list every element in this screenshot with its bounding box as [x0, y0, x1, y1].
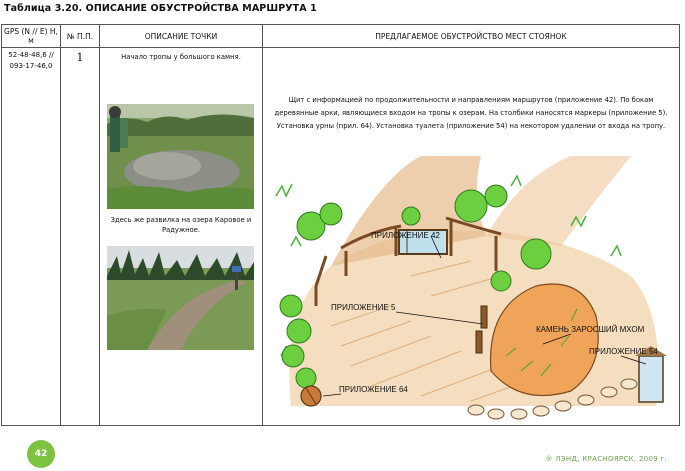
- proposal-text: Щит с информацией по продолжительности и направлениям маршрутов (приложение 42). По бокам деревянные арки, являющиеся входом на тропы к озерам. На столбики наносятся маркеры (приложение 5). Установка урны (прил. 64). Установка туалета (приложение 54) на некотором удалении от входа на тропу.: [274, 96, 668, 130]
- footer-credit: ® ЛЭНД, КРАСНОЯРСК, 2009 г.: [545, 455, 667, 463]
- table-title: Таблица 3.20. ОПИСАНИЕ ОБУСТРОЙСТВА МАРШРУТА 1: [4, 3, 317, 14]
- label-app64: ПРИЛОЖЕНИЕ 64: [339, 385, 408, 394]
- gps-coord-2: 093-17-46,0: [9, 62, 53, 70]
- table-row: [2, 48, 680, 426]
- header-proposal: ПРЕДЛАГАЕМОЕ ОБУСТРОЙСТВО МЕСТ СТОЯНОК: [263, 25, 680, 48]
- header-gps: GPS (N // E) Н, м: [2, 25, 61, 48]
- caption-mid: Здесь же развилка на озера Каровое и Радужное.: [110, 216, 252, 234]
- route-table: [1, 24, 680, 426]
- header-num: № П.П.: [61, 25, 100, 48]
- proposal-cell: [263, 48, 680, 426]
- header-desc: ОПИСАНИЕ ТОЧКИ: [100, 25, 263, 48]
- trailhead-sketch: [271, 156, 671, 424]
- page-number-badge: 42: [27, 440, 55, 468]
- num-cell: [61, 48, 100, 426]
- desc-cell: [100, 48, 263, 426]
- gps-cell: [2, 48, 61, 426]
- label-app5: ПРИЛОЖЕНИЕ 5: [331, 303, 396, 312]
- label-app42: ПРИЛОЖЕНИЕ 42: [371, 231, 440, 240]
- point-number: 1: [76, 51, 84, 64]
- photo-trail-fork: [107, 246, 254, 350]
- gps-coord-1: 52-48-48,6 //: [8, 51, 54, 59]
- caption-top: Начало тропы у большого камня.: [121, 53, 241, 61]
- header-row: [2, 25, 680, 48]
- label-app54: ПРИЛОЖЕНИЕ 54: [589, 347, 658, 356]
- photo-big-stone: [107, 104, 254, 209]
- label-stone: КАМЕНЬ ЗАРОСШИЙ МХОМ: [536, 325, 645, 334]
